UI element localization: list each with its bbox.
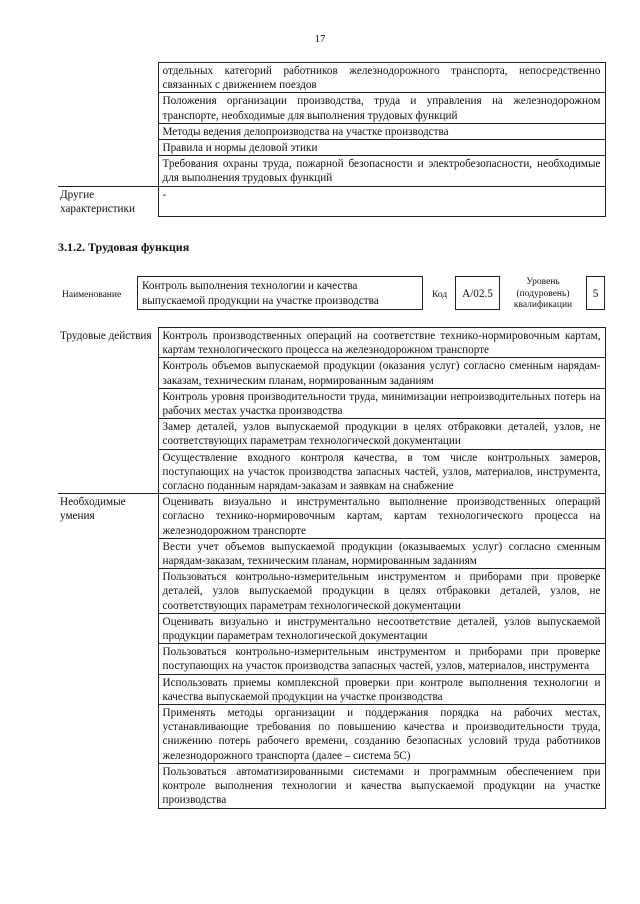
function-code-label: Код: [432, 290, 448, 300]
row-label-labor-actions: Трудовые действия: [58, 328, 158, 494]
knowledge-table-continued: [58, 62, 606, 217]
table-cell: Осуществление входного контроля качества, в том числе контрольных замеров, поступающих на участок производства запасных частей, узлов, материалов, инструмента, согласно поданным нарядам-заказам и заявкам на снабжение: [158, 449, 605, 494]
table-cell: Замер деталей, узлов выпускаемой продукции в целях отбраковки деталей, узлов, не соответствующих параметрам технологической документации: [158, 419, 605, 449]
qualification-level-value: 5: [586, 276, 605, 310]
table-cell: Методы ведения делопроизводства на участке производства: [158, 123, 605, 139]
table-row: [58, 328, 605, 358]
table-cell: Контроль производственных операций на соответствие технико-нормировочным картам, картам технологического процесса на железнодорожном транспорте: [158, 328, 605, 358]
table-cell: Пользоваться контрольно-измерительным инструментом и приборами при проверке поступающих на участок производства запасных частей, узлов, материалов, инструмента: [158, 644, 605, 674]
function-name-value: Контроль выполнения технологии и качества выпускаемой продукции на участке производства: [137, 276, 423, 310]
function-code-value: A/02.5: [455, 276, 500, 310]
table-cell: Пользоваться контрольно-измерительным инструментом и приборами при проверке деталей, узлов выпускаемой продукции в целях отбраковки деталей, узлов, не соответствующих параметрам технологической документации: [158, 569, 605, 614]
table-cell: Положения организации производства, труда и управления на железнодорожном транспорте, необходимые для выполнения трудовых функций: [158, 93, 605, 123]
row-label-other-characteristics: Другие характеристики: [58, 186, 158, 216]
table-cell: Правила и нормы деловой этики: [158, 140, 605, 156]
page-number: 17: [314, 33, 326, 45]
table-cell: Использовать приемы комплексной проверки при контроле выполнения технологии и качества выпускаемой продукции на участке производства: [158, 674, 605, 704]
table-cell: Контроль объемов выпускаемой продукции (оказания услуг) согласно сменным нарядам-заказам, техническим планам, нормированным заданиям: [158, 358, 605, 388]
section-heading: 3.1.2. Трудовая функция: [58, 240, 190, 254]
table-cell: Применять методы организации и поддержания порядка на рабочих местах, устанавливающие требования по повышению качества и производительности труда, снижению потерь рабочего времени, созданию безопасных условий труда работников железнодорожного транспорта (далее – система 5С): [158, 705, 605, 764]
table-row: [58, 186, 605, 216]
table-cell: Оценивать визуально и инструментально несоответствие деталей, узлов выпускаемой продукции параметрам технологической документации: [158, 613, 605, 643]
qualification-level-label: Уровень (подуровень) квалификации: [513, 277, 573, 310]
table-cell: Требования охраны труда, пожарной безопасности и электробезопасности, необходимые для выполнения трудовых функций: [158, 156, 605, 186]
row-label-required-skills: Необходимые умения: [58, 494, 158, 808]
table-cell: Оценивать визуально и инструментально выполнение производственных операций согласно технико-нормировочным картам, картам технологического процесса на железнодорожном транспорте: [158, 494, 605, 539]
labor-function-table: [58, 327, 606, 809]
function-name-label: Наименование: [62, 290, 122, 300]
table-cell: Контроль уровня производительности труда, минимизации непроизводительных потерь на рабочих местах участка производства: [158, 388, 605, 418]
row-label-empty: [58, 63, 158, 187]
table-cell: Пользоваться автоматизированными системами и программным обеспечением при контроле выполнения технологии и качества выпускаемой продукции на участке производства: [158, 763, 605, 808]
table-cell: Вести учет объемов выпускаемой продукции (оказываемых услуг) согласно сменным нарядам-заказам, техническим планам, нормированным заданиям: [158, 538, 605, 568]
table-row: [58, 494, 605, 539]
table-cell: отдельных категорий работников железнодорожного транспорта, непосредственно связанных с движением поездов: [158, 63, 605, 93]
table-cell: -: [158, 186, 605, 216]
table-row: [58, 63, 605, 93]
